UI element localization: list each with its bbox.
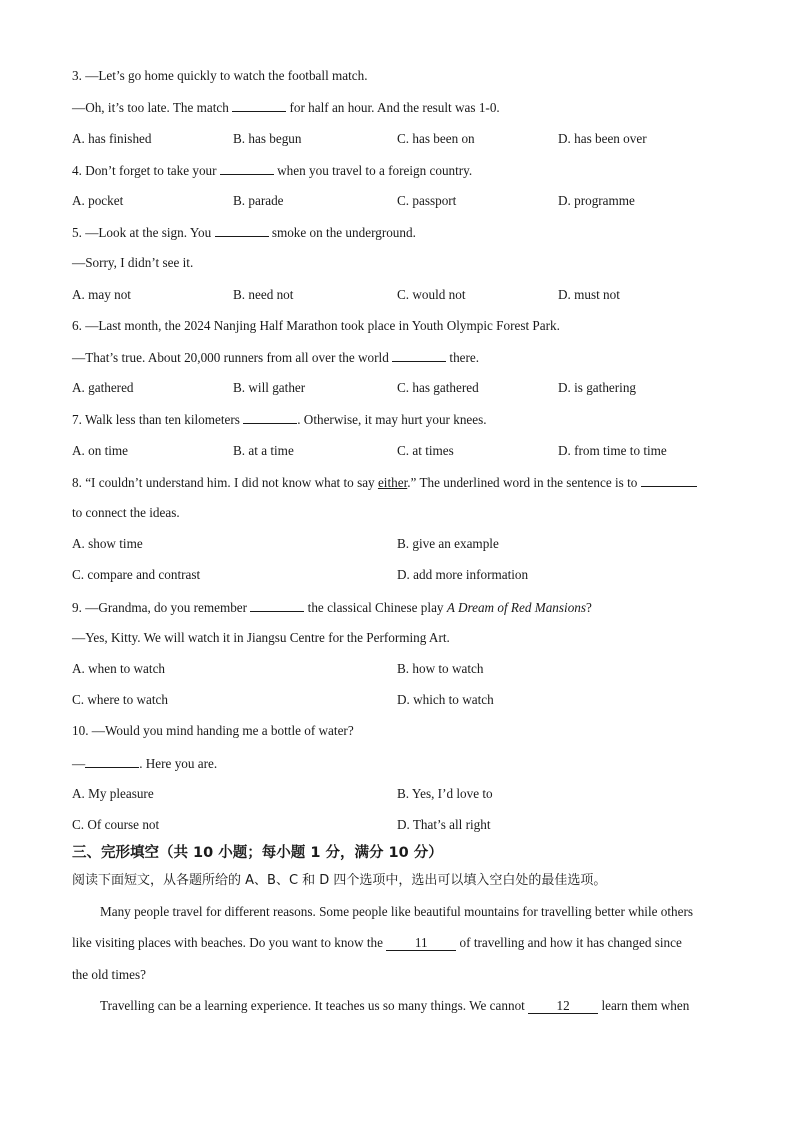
q6-response <box>72 349 479 366</box>
q8-answer-blank[interactable] <box>641 474 697 487</box>
q9-prompt-end: ? <box>586 600 592 615</box>
q8-prompt <box>72 474 697 491</box>
q3-option-c[interactable]: C. has been on <box>397 131 475 146</box>
q9-prompt-middle: the classical Chinese play <box>307 600 444 615</box>
q5-prompt-end: smoke on the underground. <box>271 225 416 240</box>
passage-p1-line2-end: of travelling and how it has changed since <box>459 935 682 950</box>
q9-option-b[interactable]: B. how to watch <box>397 661 484 676</box>
cloze-blank-11[interactable]: 11 <box>386 936 456 951</box>
q6-option-a[interactable]: A. gathered <box>72 380 134 395</box>
q5-prompt <box>72 224 416 241</box>
q9-prompt <box>72 599 592 616</box>
q10-answer-blank[interactable] <box>85 755 139 768</box>
q4-option-a[interactable]: A. pocket <box>72 193 124 208</box>
q7-prompt-end: . Otherwise, it may hurt your knees. <box>297 412 487 427</box>
q6-response-end: there. <box>449 350 480 365</box>
q4-prompt-end: when you travel to a foreign country. <box>277 163 473 178</box>
q10-response-end: . Here you are. <box>139 756 218 771</box>
q3-response-start: —Oh, it’s too late. The match <box>72 100 229 115</box>
q3-option-b[interactable]: B. has begun <box>233 131 302 146</box>
q3-response <box>72 99 500 116</box>
passage-p1-line1: Many people travel for different reasons. Some people like beautiful mountains for travelling better while others <box>100 904 694 919</box>
q9-play-title: A Dream of Red Mansions <box>446 600 587 615</box>
q5-option-a[interactable]: A. may not <box>72 287 131 302</box>
q5-option-b[interactable]: B. need not <box>233 287 294 302</box>
q8-option-c[interactable]: C. compare and contrast <box>72 567 201 582</box>
q6-response-start: —That’s true. About 20,000 runners from all over the world <box>72 350 389 365</box>
q7-option-b[interactable]: B. at a time <box>233 443 294 458</box>
passage-p2-line1-start: Travelling can be a learning experience. It teaches us so many things. We cannot <box>100 998 525 1013</box>
q6-prompt: 6. —Last month, the 2024 Nanjing Half Marathon took place in Youth Olympic Forest Park. <box>72 318 560 333</box>
q8-prompt-continued: to connect the ideas. <box>72 505 180 520</box>
passage-p1-line3: the old times? <box>72 967 146 982</box>
q10-option-d[interactable]: D. That’s all right <box>397 817 491 832</box>
q8-option-d[interactable]: D. add more information <box>397 567 529 582</box>
section-instruction: 阅读下面短文，从各题所给的 A、B、C 和 D 四个选项中，选出可以填入空白处的最佳选项。 <box>72 873 607 888</box>
q7-option-d[interactable]: D. from time to time <box>558 443 667 458</box>
q9-option-d[interactable]: D. which to watch <box>397 692 494 707</box>
q6-option-d[interactable]: D. is gathering <box>558 380 637 395</box>
q5-response: —Sorry, I didn’t see it. <box>72 255 194 270</box>
q4-option-d[interactable]: D. programme <box>558 193 635 208</box>
q7-answer-blank[interactable] <box>243 411 297 424</box>
q7-option-c[interactable]: C. at times <box>397 443 454 458</box>
q9-prompt-start: 9. —Grandma, do you remember <box>72 600 248 615</box>
q4-prompt-start: 4. Don’t forget to take your <box>72 163 217 178</box>
q10-prompt: 10. —Would you mind handing me a bottle of water? <box>72 723 354 738</box>
q3-option-a[interactable]: A. has finished <box>72 131 152 146</box>
q7-option-a[interactable]: A. on time <box>72 443 129 458</box>
q5-option-c[interactable]: C. would not <box>397 287 466 302</box>
q8-underlined-word: either <box>377 475 408 490</box>
q3-response-end: for half an hour. And the result was 1-0. <box>289 100 500 115</box>
q10-option-b[interactable]: B. Yes, I’d love to <box>397 786 493 801</box>
q8-prompt-start: 8. “I couldn’t understand him. I did not know what to say <box>72 475 375 490</box>
q7-prompt <box>72 411 487 428</box>
q9-response: —Yes, Kitty. We will watch it in Jiangsu Centre for the Performing Art. <box>72 630 450 645</box>
q3-option-d[interactable]: D. has been over <box>558 131 647 146</box>
cloze-blank-12[interactable]: 12 <box>528 999 598 1014</box>
passage-p2-line1-end: learn them when <box>601 998 690 1013</box>
passage-p1-line2 <box>72 935 682 951</box>
q3-prompt: 3. —Let’s go home quickly to watch the football match. <box>72 68 368 83</box>
q8-option-b[interactable]: B. give an example <box>397 536 499 551</box>
q5-option-d[interactable]: D. must not <box>558 287 620 302</box>
passage-p2-line1 <box>100 998 689 1014</box>
q4-answer-blank[interactable] <box>220 162 274 175</box>
q4-prompt <box>72 162 472 179</box>
q6-option-b[interactable]: B. will gather <box>233 380 306 395</box>
q10-response-dash: — <box>72 756 86 771</box>
q4-option-c[interactable]: C. passport <box>397 193 457 208</box>
q7-prompt-start: 7. Walk less than ten kilometers <box>72 412 240 427</box>
q10-option-a[interactable]: A. My pleasure <box>72 786 154 801</box>
q10-option-c[interactable]: C. Of course not <box>72 817 160 832</box>
q3-answer-blank[interactable] <box>232 99 286 112</box>
q9-option-a[interactable]: A. when to watch <box>72 661 166 676</box>
q4-option-b[interactable]: B. parade <box>233 193 284 208</box>
section-heading: 三、完形填空（共 10 小题；每小题 1 分，满分 10 分） <box>72 845 443 861</box>
q6-answer-blank[interactable] <box>392 349 446 362</box>
passage-p1-line2-start: like visiting places with beaches. Do you want to know the <box>72 935 383 950</box>
q8-prompt-middle: .” The underlined word in the sentence is to <box>407 475 638 490</box>
q8-option-a[interactable]: A. show time <box>72 536 143 551</box>
q9-option-c[interactable]: C. where to watch <box>72 692 168 707</box>
q5-answer-blank[interactable] <box>215 224 269 237</box>
q9-answer-blank[interactable] <box>250 599 304 612</box>
q5-prompt-start: 5. —Look at the sign. You <box>72 225 212 240</box>
q6-option-c[interactable]: C. has gathered <box>397 380 479 395</box>
q10-response <box>72 755 217 772</box>
